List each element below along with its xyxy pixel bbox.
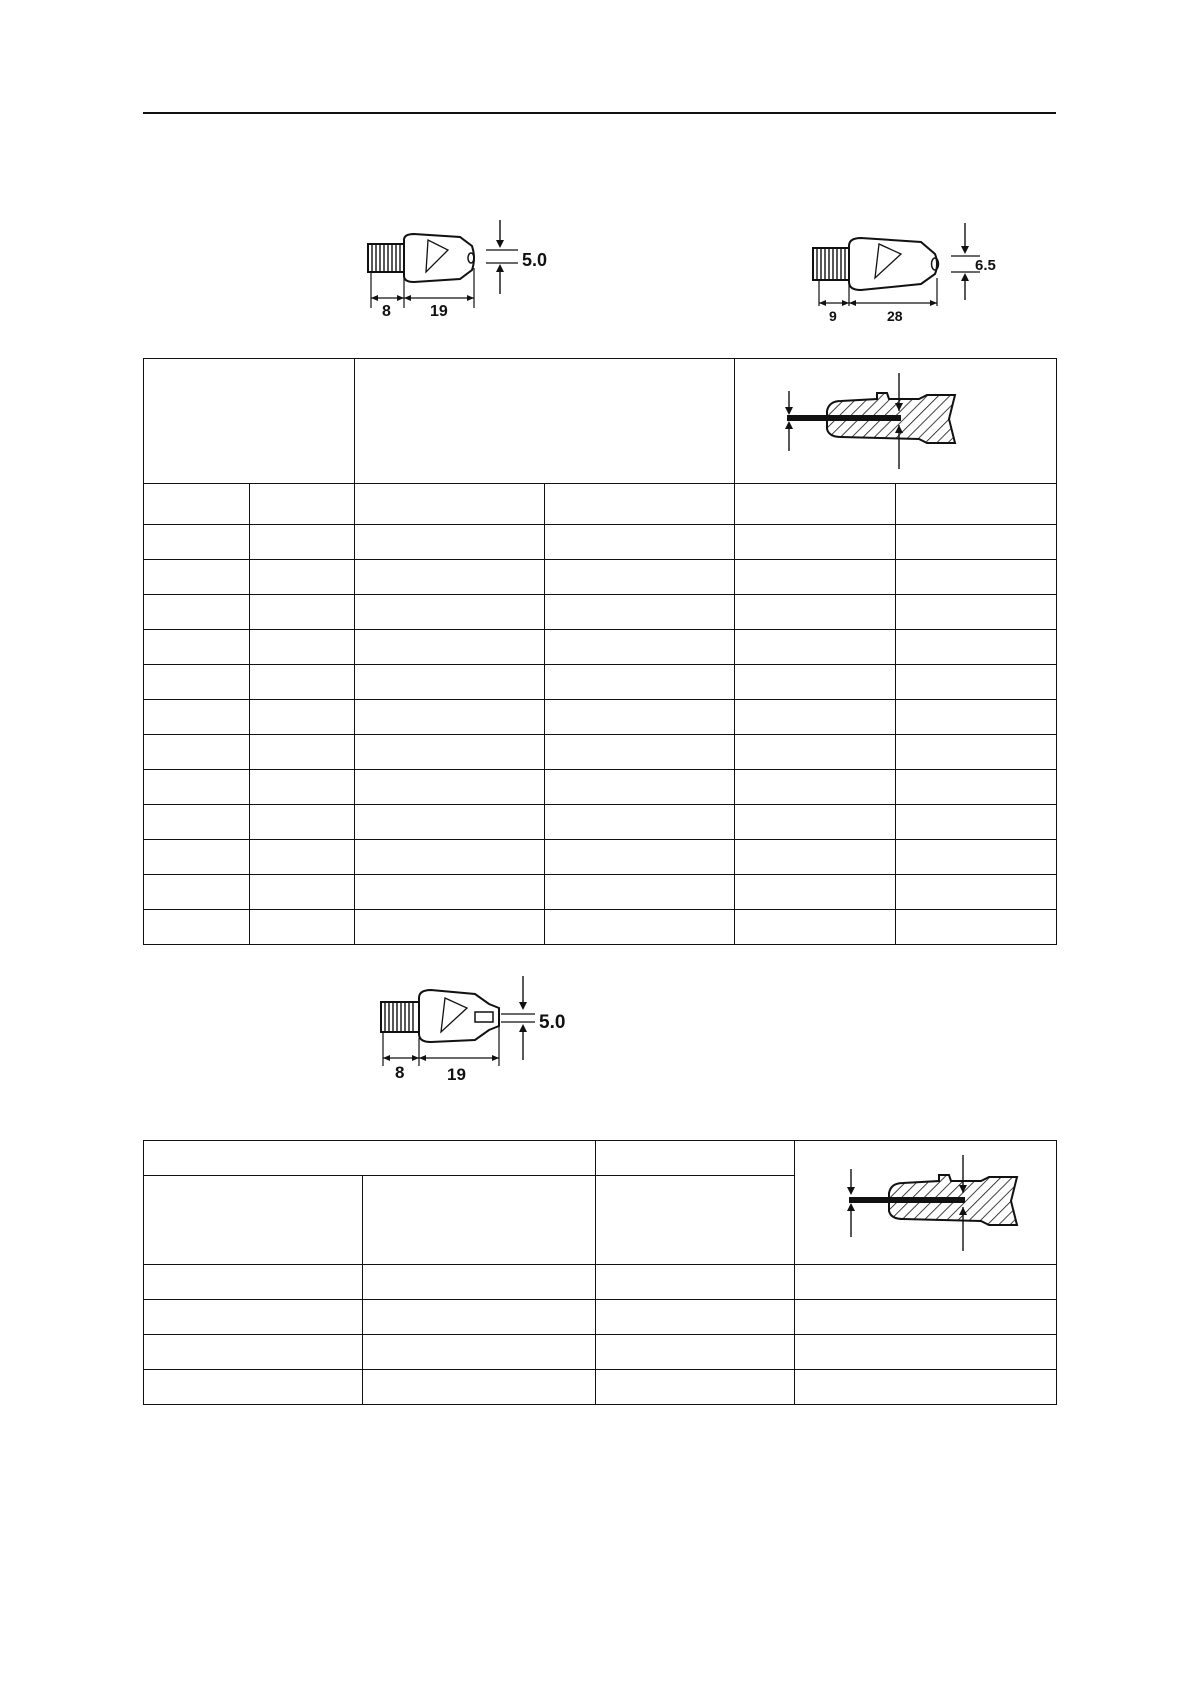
table-cell <box>250 665 355 700</box>
table-cell <box>735 665 896 700</box>
table-cell <box>355 840 545 875</box>
table-cell <box>735 700 896 735</box>
table-cell <box>144 840 250 875</box>
column-head <box>144 1176 363 1265</box>
header-cell <box>596 1141 795 1176</box>
table-cell <box>144 560 250 595</box>
table-cell <box>144 630 250 665</box>
diameter-label: 5.0 <box>522 250 548 270</box>
table-cell <box>896 875 1057 910</box>
table-cell <box>144 665 250 700</box>
table-cell <box>735 525 896 560</box>
table-cell <box>896 770 1057 805</box>
table-cell <box>545 840 735 875</box>
table-row <box>144 1370 1057 1405</box>
table-row <box>144 630 1057 665</box>
column-head <box>896 484 1057 525</box>
table-cell <box>735 910 896 945</box>
contact-tip-table-1 <box>143 358 1057 945</box>
column-head <box>596 1176 795 1265</box>
table-row <box>144 1300 1057 1335</box>
table-cell <box>144 805 250 840</box>
column-head-row <box>144 484 1057 525</box>
table-cell <box>144 910 250 945</box>
table-cell <box>355 910 545 945</box>
table-row <box>144 525 1057 560</box>
table-cell <box>144 770 250 805</box>
table-cell <box>896 630 1057 665</box>
table-cell <box>250 700 355 735</box>
table-cell <box>250 525 355 560</box>
table-cell <box>896 595 1057 630</box>
table-cell <box>896 560 1057 595</box>
table-row <box>144 875 1057 910</box>
diameter-label: 6.5 <box>975 257 996 274</box>
table-cell <box>250 595 355 630</box>
table-cell <box>144 525 250 560</box>
table-cell <box>896 525 1057 560</box>
table-cell <box>250 875 355 910</box>
table-cell <box>144 1335 363 1370</box>
tip-cross-section-icon <box>821 1153 1041 1253</box>
table-row <box>144 700 1057 735</box>
table-row <box>144 1335 1057 1370</box>
table-cell <box>545 595 735 630</box>
contact-tip-figure-small <box>360 210 560 320</box>
table-cell <box>596 1265 795 1300</box>
table-cell <box>735 805 896 840</box>
table-cell <box>545 525 735 560</box>
table-header-row <box>144 359 1057 484</box>
table-cell <box>144 700 250 735</box>
contact-tip-table-2 <box>143 1140 1057 1405</box>
table-cell <box>896 840 1057 875</box>
table-cell <box>250 630 355 665</box>
table-cell <box>545 735 735 770</box>
table-cell <box>144 875 250 910</box>
table-cell <box>250 840 355 875</box>
table-cell <box>545 560 735 595</box>
table-cell <box>355 735 545 770</box>
table-row <box>144 1265 1057 1300</box>
table-cell <box>896 805 1057 840</box>
table-cell <box>363 1335 596 1370</box>
table-cell <box>363 1300 596 1335</box>
table-cell <box>363 1265 596 1300</box>
table-header-row <box>144 1141 1057 1176</box>
wire-diagram-cell <box>735 359 1057 484</box>
header-cell <box>144 1141 596 1176</box>
table-row <box>144 840 1057 875</box>
table-cell <box>735 735 896 770</box>
column-head <box>735 484 896 525</box>
table-cell <box>596 1335 795 1370</box>
thread-length-label: 8 <box>395 1063 405 1082</box>
table-cell <box>735 630 896 665</box>
table-cell <box>596 1370 795 1405</box>
table-cell <box>250 735 355 770</box>
table-cell <box>355 560 545 595</box>
table-cell <box>144 735 250 770</box>
wire-diagram-cell <box>795 1141 1057 1265</box>
table-cell <box>355 770 545 805</box>
body-length-label: 28 <box>887 308 903 324</box>
table-cell <box>363 1370 596 1405</box>
column-head <box>355 484 545 525</box>
table-row <box>144 805 1057 840</box>
body-length-label: 19 <box>430 303 448 320</box>
table-cell <box>250 910 355 945</box>
table-cell <box>250 770 355 805</box>
table-cell <box>144 1300 363 1335</box>
table-cell <box>250 560 355 595</box>
table-cell <box>795 1370 1057 1405</box>
table-cell <box>545 665 735 700</box>
column-head <box>545 484 735 525</box>
diameter-label: 5.0 <box>539 1012 566 1033</box>
table-row <box>144 910 1057 945</box>
table-cell <box>896 700 1057 735</box>
header-cell <box>144 359 355 484</box>
table-row <box>144 735 1057 770</box>
table-cell <box>355 805 545 840</box>
table-cell <box>735 560 896 595</box>
table-cell <box>896 910 1057 945</box>
table-cell <box>545 700 735 735</box>
table-cell <box>144 1370 363 1405</box>
contact-tip-figure-middle <box>375 968 585 1088</box>
table-cell <box>896 665 1057 700</box>
table-cell <box>355 630 545 665</box>
table-cell <box>795 1335 1057 1370</box>
column-head <box>144 484 250 525</box>
table-cell <box>545 805 735 840</box>
table-cell <box>144 1265 363 1300</box>
table-cell <box>144 595 250 630</box>
table-cell <box>596 1300 795 1335</box>
table-cell <box>250 805 355 840</box>
table-cell <box>545 630 735 665</box>
header-rule <box>143 112 1056 114</box>
table-cell <box>735 595 896 630</box>
table-cell <box>355 700 545 735</box>
table-cell <box>355 875 545 910</box>
thread-length-label: 9 <box>829 308 837 324</box>
thread-length-label: 8 <box>382 303 391 320</box>
table-row <box>144 560 1057 595</box>
table-cell <box>355 665 545 700</box>
tip-cross-section-icon <box>759 371 979 471</box>
table-cell <box>545 770 735 805</box>
table-cell <box>355 525 545 560</box>
table-cell <box>795 1265 1057 1300</box>
table-row <box>144 770 1057 805</box>
contact-tip-figure-large <box>805 218 1015 328</box>
table-cell <box>735 770 896 805</box>
table-cell <box>735 875 896 910</box>
table-row <box>144 595 1057 630</box>
table-cell <box>545 875 735 910</box>
table-cell <box>355 595 545 630</box>
table-row <box>144 665 1057 700</box>
table-cell <box>735 840 896 875</box>
header-cell <box>355 359 735 484</box>
table-cell <box>545 910 735 945</box>
column-head <box>363 1176 596 1265</box>
column-head <box>250 484 355 525</box>
body-length-label: 19 <box>447 1065 466 1084</box>
table-cell <box>896 735 1057 770</box>
table-cell <box>795 1300 1057 1335</box>
